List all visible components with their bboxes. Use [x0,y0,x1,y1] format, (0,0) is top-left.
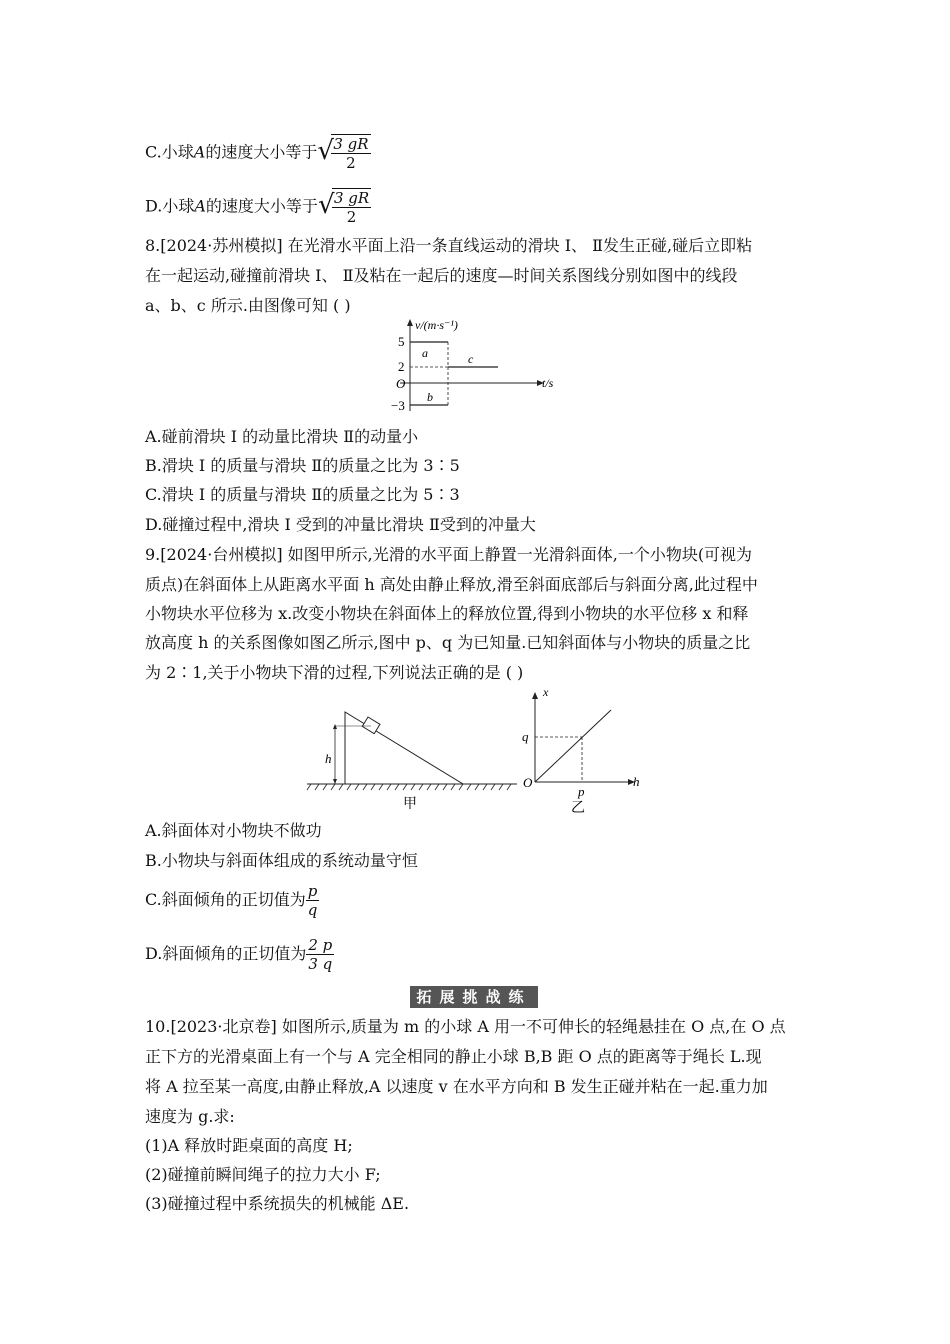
v-axis-arrow [407,319,413,326]
q9-stem-line-2: 质点)在斜面体上从距离水平面 h 高处由静止释放,滑至斜面底部后与斜面分离,此过程中 [145,575,758,594]
height-arrow-top [333,724,337,729]
q7-option-d-denominator: 2 [346,208,357,226]
q9-option-b: B.小物块与斜面体组成的系统动量守恒 [145,851,418,870]
q8-velocity-time-graph [360,315,600,415]
q7-option-c-suffix: 的速度大小等于 [205,142,318,162]
q8-option-c: C.滑块 Ⅰ 的质量与滑块 Ⅱ的质量之比为 5∶3 [145,485,460,504]
q10-stem-line-4: 速度为 g.求: [145,1107,235,1126]
q7-option-d-var: A [194,196,206,216]
axis-h-label: h [633,774,640,789]
q8-stem-line-2: 在一起运动,碰撞前滑块 Ⅰ、 Ⅱ及粘在一起后的速度—时间关系图线分别如图中的线段 [145,266,738,285]
caption-yi: 乙 [571,801,585,816]
q7-option-c-var: A [193,142,206,162]
incline-body [345,712,463,784]
q7-option-d [145,188,371,226]
tick-2: 2 [398,359,405,374]
q10-sub-question-1: (1)A 释放时距桌面的高度 H; [145,1136,353,1155]
label-p: p [578,784,585,799]
label-c: c [468,352,474,366]
sqrt-icon: √ [317,190,335,220]
q8-stem-line-3: a、b、c 所示.由图像可知 ( ) [145,296,351,315]
q7-option-d-prefix: D.小球 [145,196,195,216]
origin-label: O [396,376,406,391]
q7-option-d-suffix: 的速度大小等于 [205,196,318,216]
height-arrow-bottom [333,779,337,784]
q9-option-c [145,882,319,919]
tick-minus-3: −3 [391,398,405,413]
q9-option-d-numerator: 2 p [308,936,333,954]
q9-option-d-denominator: 3 q [308,955,333,973]
q10-stem-line-3: 将 A 拉至某一高度,由静止释放,A 以速度 v 在水平方向和 B 发生正碰并粘在一起.重力加 [145,1077,768,1096]
q9-option-c-denominator: q [307,901,318,919]
q9-stem-line-1: 9.[2024·台州模拟] 如图甲所示,光滑的水平面上静置一光滑斜面体,一个小物块(可视为 [145,545,753,564]
label-b: b [427,390,433,404]
axis-x-label: x [543,685,549,699]
ground-hatch [307,784,511,790]
q9-option-d [145,936,334,973]
fig-yi-x-h-graph [505,684,655,816]
v-axis-label: v/(m·s⁻¹) [415,318,458,332]
t-axis-label: t/s [542,376,554,390]
q8-stem-line-1: 8.[2024·苏州模拟] 在光滑水平面上沿一条直线运动的滑块 Ⅰ、 Ⅱ发生正碰,碰后立即粘 [145,236,753,255]
caption-jia: 甲 [403,797,417,812]
tick-5: 5 [398,334,405,349]
q10-sub-question-2: (2)碰撞前瞬间绳子的拉力大小 F; [145,1165,381,1184]
q10-stem-line-2: 正下方的光滑桌面上有一个与 A 完全相同的静止小球 B,B 距 O 点的距离等于绳长 L.现 [145,1047,762,1066]
q8-option-d: D.碰撞过程中,滑块 Ⅰ 受到的冲量比滑块 Ⅱ受到的冲量大 [145,515,536,534]
q8-option-a: A.碰前滑块 Ⅰ 的动量比滑块 Ⅱ的动量小 [145,427,419,446]
q7-option-c [145,134,371,172]
q7-option-c-denominator: 2 [346,154,356,172]
q10-stem-line-1: 10.[2023·北京卷] 如图所示,质量为 m 的小球 A 用一不可伸长的轻绳悬挂在 O 点,在 O 点 [145,1017,786,1036]
q7-option-c-numerator: 3 gR [333,135,369,153]
origin-label: O [523,775,533,790]
q7-option-c-prefix: C.小球 [145,142,194,162]
sqrt-expression [317,134,370,172]
x-axis-arrow [532,692,538,699]
q9-option-a: A.斜面体对小物块不做功 [145,821,322,840]
q9-option-c-numerator: p [307,882,318,900]
q9-stem-line-3: 小物块水平位移为 x.改变小物块在斜面体上的释放位置,得到小物块的水平位移 x 和释 [145,604,749,623]
x-h-line [535,710,611,782]
section-banner: 拓展挑战练 [410,986,538,1008]
q10-sub-question-3: (3)碰撞过程中系统损失的机械能 ΔE. [145,1194,410,1213]
q8-option-b: B.滑块 Ⅰ 的质量与滑块 Ⅱ的质量之比为 3∶5 [145,456,460,475]
q9-stem-line-4: 放高度 h 的关系图像如图乙所示,图中 p、q 为已知量.已知斜面体与小物块的质量之比 [145,633,751,652]
label-h: h [325,751,332,766]
q9-stem-line-5: 为 2∶1,关于小物块下滑的过程,下列说法正确的是 ( ) [145,663,524,682]
sqrt-icon: √ [317,136,334,166]
q9-option-c-prefix: C.斜面倾角的正切值为 [145,890,306,909]
q9-option-d-prefix: D.斜面倾角的正切值为 [145,944,307,963]
label-q: q [522,729,529,744]
fig-jia-incline [305,700,525,815]
sqrt-expression [318,188,371,226]
label-a: a [422,346,428,360]
q7-option-d-numerator: 3 gR [333,189,370,207]
